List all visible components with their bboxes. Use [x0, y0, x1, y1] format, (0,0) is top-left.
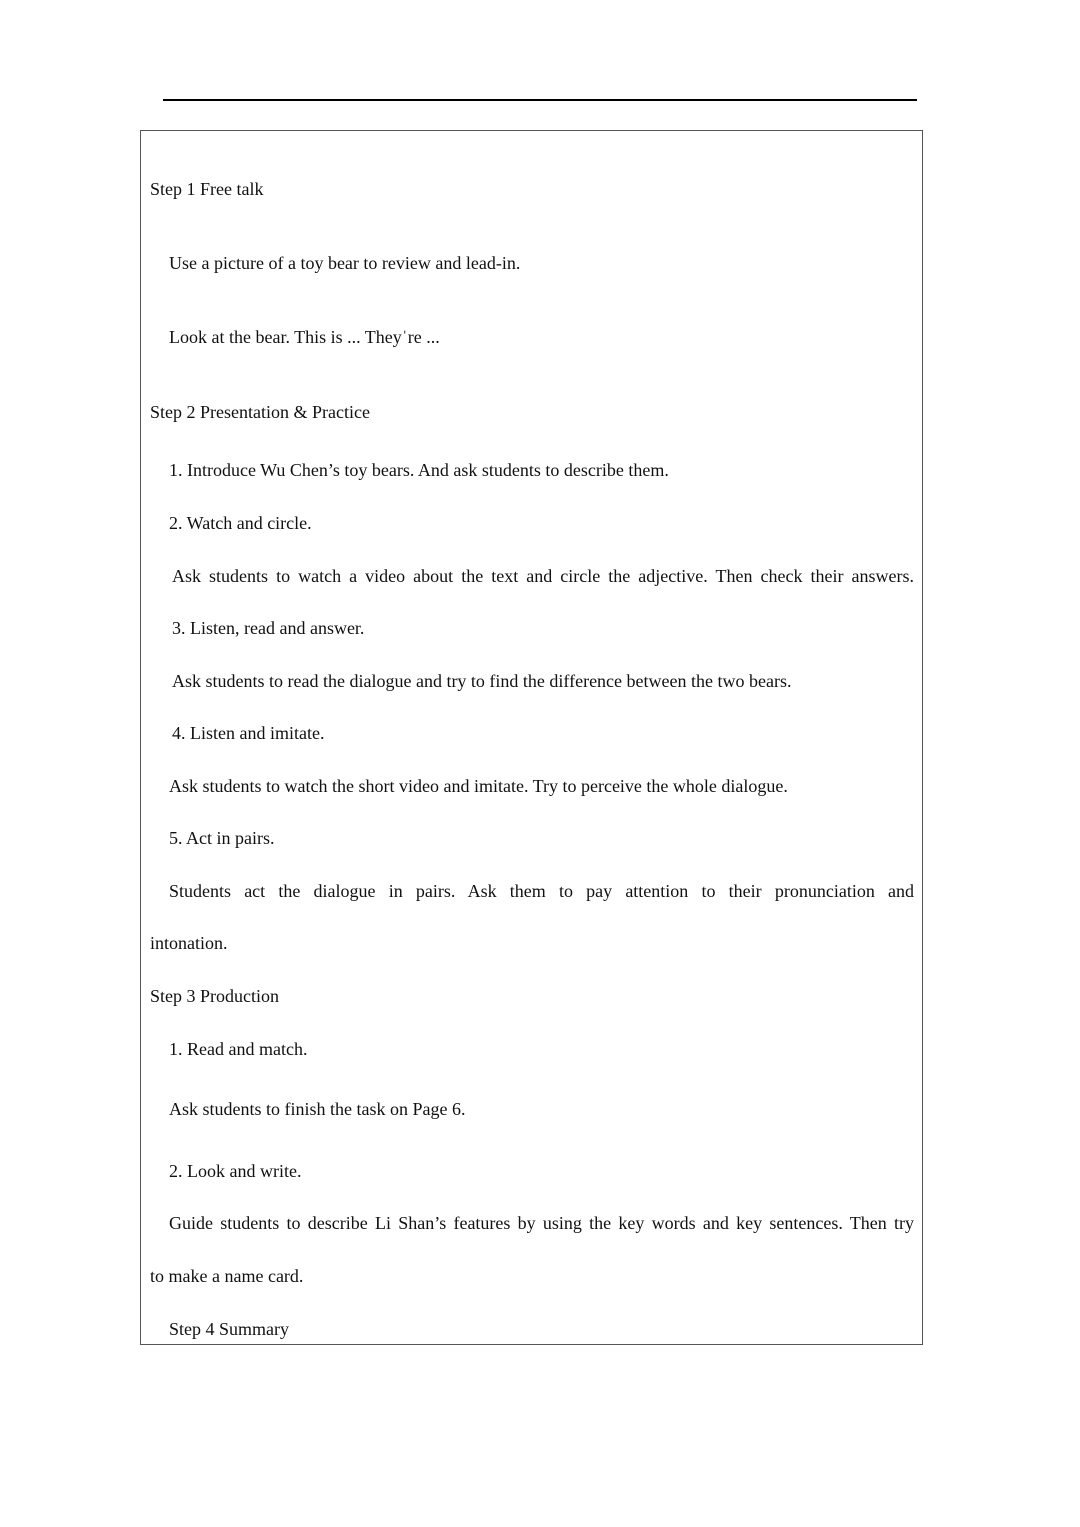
step-3-item-2-detail: Guide students to describe Li Shan’s features by using the key words and key sentences. Then try: [169, 1213, 914, 1233]
step-2-item-4-detail: Ask students to watch the short video and imitate. Try to perceive the whole dialogue.: [169, 776, 788, 796]
step-2-item-5-detail: Students act the dialogue in pairs. Ask them to pay attention to their pronunciation and: [169, 881, 914, 901]
step-3-item-2-detail-cont: to make a name card.: [150, 1266, 304, 1286]
step-3-item-1: 1. Read and match.: [169, 1039, 308, 1059]
step-4-heading: Step 4 Summary: [169, 1319, 289, 1339]
step-2-heading: Step 2 Presentation & Practice: [150, 402, 370, 422]
step-1-line-1: Use a picture of a toy bear to review and lead-in.: [169, 253, 521, 273]
step-2-item-2: 2. Watch and circle.: [169, 513, 312, 533]
step-2-item-2-detail: Ask students to watch a video about the text and circle the adjective. Then check their answers.: [172, 566, 914, 586]
step-1-line-2: Look at the bear. This is ... Theyˈre ...: [169, 327, 440, 347]
step-3-heading: Step 3 Production: [150, 986, 279, 1006]
step-2-item-3: 3. Listen, read and answer.: [172, 618, 365, 638]
step-2-item-4: 4. Listen and imitate.: [172, 723, 325, 743]
step-1-heading: Step 1 Free talk: [150, 179, 264, 199]
header-rule: [163, 99, 917, 101]
step-3-item-1-detail: Ask students to finish the task on Page 6.: [169, 1099, 466, 1119]
step-2-item-5: 5. Act in pairs.: [169, 828, 275, 848]
step-2-item-5-detail-cont: intonation.: [150, 933, 228, 953]
step-2-item-1: 1. Introduce Wu Chen’s toy bears. And ask students to describe them.: [169, 460, 669, 480]
step-2-item-3-detail: Ask students to read the dialogue and try to find the difference between the two bears.: [172, 671, 792, 691]
step-3-item-2: 2. Look and write.: [169, 1161, 302, 1181]
